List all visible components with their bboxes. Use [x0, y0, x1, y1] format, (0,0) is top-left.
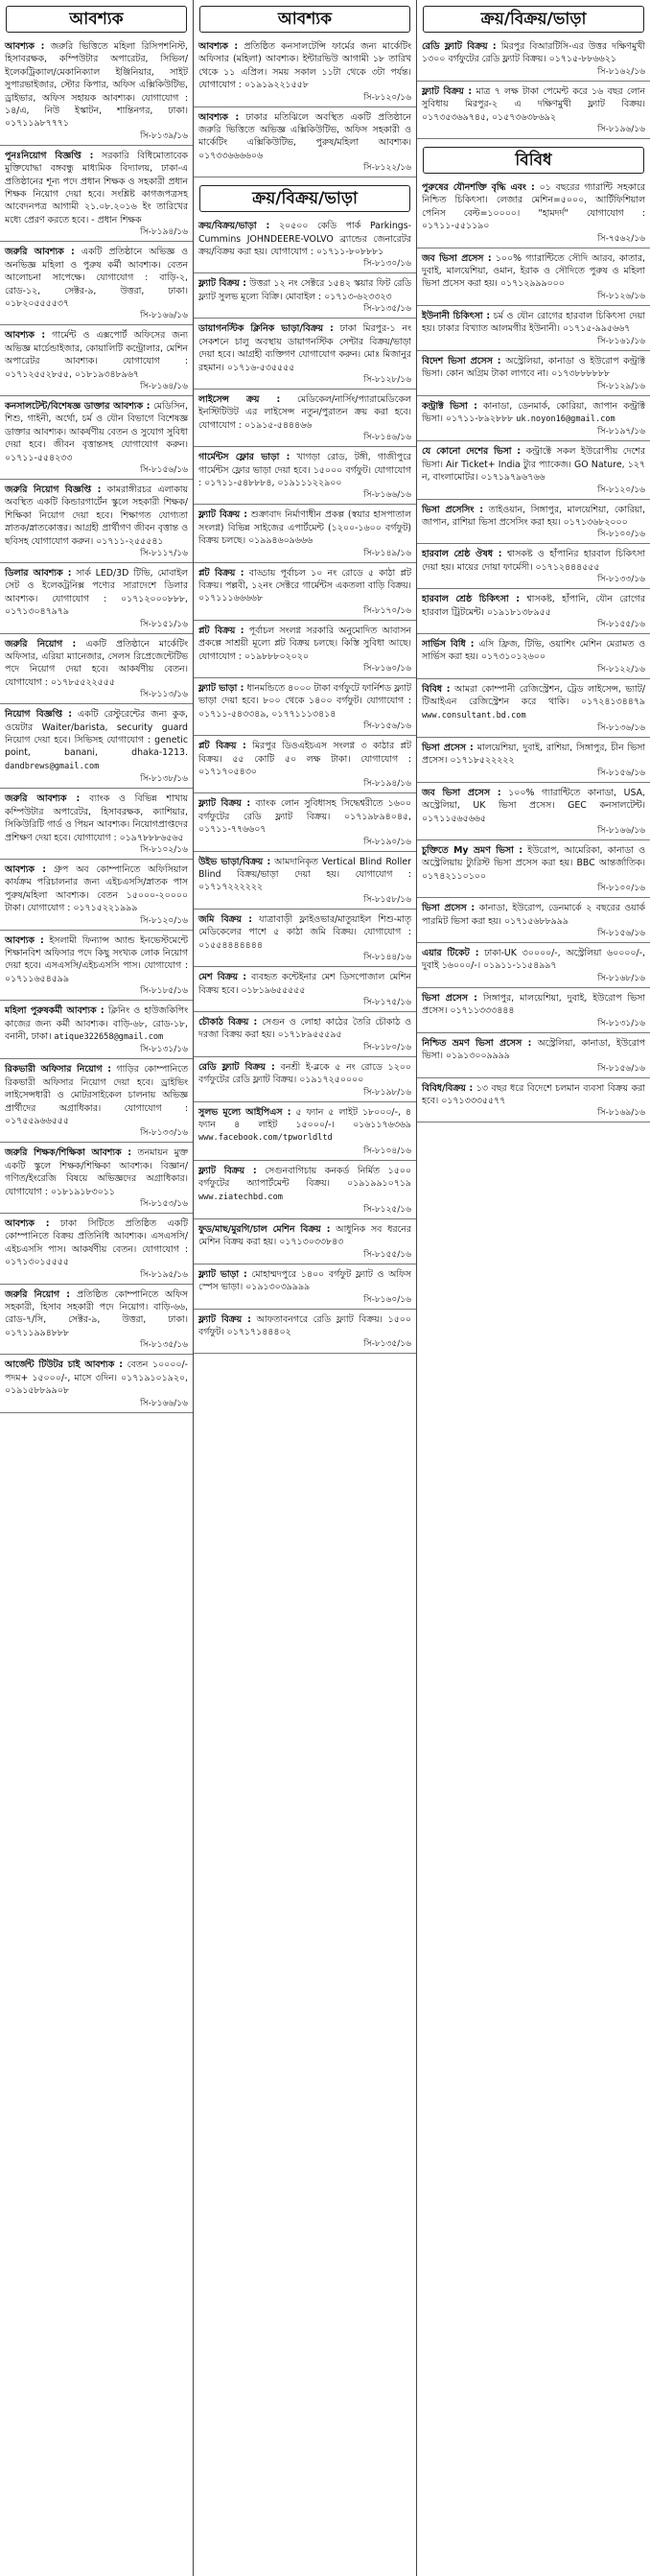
ad-lead: আর্জেন্ট টিউটর চাই আবশ্যক : — [5, 1359, 123, 1371]
classified-ad — [0, 931, 193, 1002]
classified-ad — [0, 1285, 193, 1356]
ad-text: সেগুনবাগিচায় কনকর্ড নির্মিত ১৫০০ বর্গফুটের অ্যাপার্টমেন্ট বিক্রয়। ০১৯১৯৯১০৭১৯ — [198, 1165, 411, 1190]
classified-ad — [417, 306, 650, 351]
ad-website[interactable]: www.ziatechbd.com — [198, 1192, 283, 1202]
ad-lead: আবশ্যক : — [5, 1218, 50, 1230]
ad-code: সি-৮১২০/১৬ — [363, 92, 411, 103]
classified-ad — [417, 396, 650, 442]
ad-text: অস্ট্রেলিয়া, কানাডা ও ইউরোপ কন্ট্রাক্ট ভিসা। কোন অগ্রিম টাকা লাগবে না। ০১৭৩৮৮৮৮৮৮ — [422, 355, 645, 380]
classified-ad — [0, 789, 193, 860]
classified-ad — [0, 242, 193, 325]
ad-code: সি-৮১৯৪/১৬ — [140, 227, 188, 238]
ad-lead: আবশ্যক : — [5, 934, 44, 946]
ad-code: সি-৮১২০/১৬ — [140, 915, 188, 926]
ad-lead: প্লট বিক্রয় : — [198, 567, 244, 579]
ad-lead: ভিসা প্রসেস : — [422, 903, 476, 914]
ad-lead: আবশ্যক : — [198, 111, 240, 123]
ad-text: গ্রুপ অব কোম্পানিতে অফিসিয়াল কার্যক্রম পরিচালনার জন্য এইচএসসি/স্নাতক পাস পুরুষ/মহিলা আবশ্যক। বেতন ১৫০০০-২০০০০ টাকা। যোগাযোগ : ০১৭১৫২২১৯৯৯ — [5, 863, 188, 914]
classified-ad — [417, 589, 650, 634]
ad-text: খাগড়া রোড, টঙ্গী, গাজীপুরে গার্মেন্টস ফ্লোর ভাড়া দেয়া হবে। ১৫০০০ বর্গফুট। যোগাযোগ : ০১৭১১-৫৪৮৮৮৪, ০১৯১১১২২৯০০ — [198, 452, 411, 488]
classified-ad — [0, 1143, 193, 1214]
classified-ad — [194, 447, 416, 505]
ad-code: সি-৮১৫৬/১৬ — [140, 464, 188, 475]
section-heading: বিবিধ — [423, 147, 644, 174]
ad-text: আমদানিকৃত Vertical Blind Roller Blind বিক্রয়/ভাড়া দেয়া হয়। যোগাযোগ : ০১৭১৭২২২২২২ — [198, 856, 411, 893]
ad-text: ঢাকার মতিঝিলে অবস্থিত একটি প্রতিষ্ঠানে জরুরি ভিত্তিতে অভিজ্ঞ এক্সিকিউটিভ, অফিস সহকারী ও মার্কেটিং এক্সিকিউটিভ, পুরুষ/মহিলা আবশ্যক। ০১৭৩৩৬৬৬৬০৬ — [198, 111, 411, 161]
classified-ad — [417, 679, 650, 738]
classified-ad — [417, 441, 650, 499]
ad-text: মোহাম্মদপুরে ১৪০০ বর্গফুট ফ্ল্যাট ও অফিস স্পেস ভাড়া। ০১৯১৩০৩৯৯৯৯ — [198, 1268, 411, 1293]
classified-ad — [194, 967, 416, 1012]
ad-text: মালয়েশিয়া, দুবাই, রাশিয়া, সিঙ্গাপুর, চীন ভিসা প্রসেস। ০১৭১৮৫২২২২২ — [422, 743, 646, 767]
ad-code: সি-৮১৪৬/১৬ — [363, 433, 411, 443]
ad-text: মাত্র ৭ লক্ষ টাকা পেমেন্ট করে ১৬ বছর লোন সুবিধায় মিরপুর-২ এ দক্ষিণমুখী ফ্ল্যাট বিক্রয়। ০১৭৩৫৩৬৯৭৪৫, ০১৫৭৩৬৩৮৬৯২ — [422, 85, 645, 123]
ad-code: সি-৮১৬৮/১৬ — [597, 973, 645, 983]
ad-lead: ক্রয়/বিক্রয়/ভাড়া : — [198, 221, 270, 232]
ad-code: সি-৮১০০/১৬ — [597, 530, 645, 540]
column-middle — [194, 0, 417, 2576]
ad-lead: জরুরি নিয়োগ : — [5, 638, 77, 650]
ad-lead: ফ্ল্যাট ভাড়া : — [198, 1268, 247, 1280]
ad-code: সি-৮১৯৭/১৬ — [597, 427, 645, 437]
ad-text: বাড্ডায় পূর্বাচল ১০ নং রোডে ৫ কাঠা প্লট বিক্রয়। পল্লবী, ১২নং সেক্টরে গার্মেন্টস একতলা বাড়ি বিক্রয়। ০১৭১১১৬৬৬৬৮ — [198, 567, 411, 604]
ad-text: আমরা কোম্পানী রেজিস্ট্রেশন, ট্রেড লাইসেন্স, ভ্যাট/টিআইএন রেজিস্ট্রেশন করে থাকি। ০১৭২৪১৩৪৪৭৯ — [422, 683, 645, 708]
ad-text: সেগুন ও লোহা কাঠের তৈরি চৌকাঠ ও দরজা বিক্রয় করা হয়। ০১৭১৮৯৫৫৫৯৫ — [198, 1016, 411, 1041]
ad-text: ক্লিনিং ও হাউজকিপিং কাজের জন্য কর্মী আবশ্যক। বাড়ি-৬৮, রোড-১৮, বনানী, ঢাকা। — [5, 1005, 188, 1042]
ad-lead: ফ্ল্যাট ভাড়া : — [198, 683, 244, 694]
ad-text: প্রতিষ্ঠিত কনসালটেন্সি ফার্মের জন্য মার্কেটিং অফিসার (মহিলা) আবশ্যক। ইন্টারভিউ আগামী ১৮ তারিখ থেকে ১১ এপ্রিল। সময় সকাল ১১টা থেকে ৩টা পর্যন্ত। যোগাযোগ : ০১৯১৯২২১৫৫৮ — [198, 41, 412, 91]
classified-ad — [417, 1078, 650, 1123]
classified-ad — [194, 621, 416, 678]
ad-code: সি-৮১১৭/১৬ — [140, 549, 188, 558]
classified-ad — [194, 1057, 416, 1102]
ad-lead: ডিলার আবশ্যক : — [5, 568, 72, 579]
classified-ad — [417, 783, 650, 840]
classified-ad — [194, 678, 416, 736]
classified-ad — [194, 1012, 416, 1057]
section-heading: ক্রয়/বিক্রয়/ভাড়া — [423, 6, 644, 33]
ad-code: সি-৮১২৮/১৬ — [363, 374, 411, 385]
ad-code: সি-৮১০০/১৬ — [597, 884, 645, 894]
ad-lead: রেডি ফ্ল্যাট বিক্রয় : — [422, 41, 497, 52]
ad-lead: বিবিধ : — [422, 683, 451, 695]
ad-text: তাইওয়ান, সিঙ্গাপুর, মালয়েশিয়া, কোরিয়া, জাপান, রাশিয়া ভিসা প্রসেসিং করা হয়। ০১৭১৩৬৮২০০০ — [422, 504, 646, 528]
ad-code: সি-৮১৯০/১৬ — [363, 837, 411, 847]
ad-lead: হারবাল শ্রেষ্ঠ চিকিৎসা : — [422, 594, 520, 605]
ad-lead: নিশ্চিত ভ্রমণ ভিসা প্রসেস : — [422, 1037, 532, 1049]
ad-code: সি-৮১৫৬/১৬ — [597, 929, 645, 939]
ad-code: সি-৮১৫৫/১৬ — [597, 619, 645, 629]
ad-code: সি-৮১৫১/১৬ — [140, 619, 188, 629]
ad-lead: রিকভারী অফিসার নিয়োগ : — [5, 1064, 111, 1075]
ad-text: ব্যাংক ও বিভিন্ন শাখায় কম্পিউটার অপারেটর, হিসাবরক্ষক, ক্যাশিয়ার, সিকিউরিটি গার্ড ও পিয়ন আবশ্যক। নিয়োগপ্রাপ্তদের প্রশিক্ষণ দেয়া হবে। যোগাযোগ : ০১৯৭৮৮৮৬৫৬৫ — [5, 793, 188, 843]
ad-text: ২০৫০০ কেডি পার্ক Parkings-Cummins JOHNDEERE-VOLVO ব্র্যান্ডের জেনারেটর ক্রয়/বিক্রয় করা হয়। যোগাযোগ : ০১৭১১-৮০৮৮৮১ — [198, 221, 411, 258]
ad-code: সি-৮১৯৫/১৬ — [140, 1269, 188, 1280]
ad-text: অস্ট্রেলিয়া, কানাডা, ইউরোপ ভিসা। ০১৯১৩০০৯৯৯৯ — [422, 1037, 646, 1062]
classified-ad — [417, 988, 650, 1033]
ad-website[interactable]: www.facebook.com/tpworldltd — [198, 1133, 333, 1144]
ad-lead: বিবিধ/বিক্রয় : — [422, 1082, 474, 1094]
ad-text: আধুনিক সব ধরনের মেশিন বিক্রয় করা হয়। ০১৭১৩০৩৩৮৪৩ — [198, 1223, 412, 1248]
classified-ad — [194, 390, 416, 447]
column-right — [417, 0, 650, 2576]
ad-lead: নিয়োগ বিজ্ঞপ্তি : — [5, 709, 73, 721]
ad-lead: এয়ার টিকেট : — [422, 948, 479, 959]
ad-code: সি-৮১৩৫/১৬ — [363, 1339, 411, 1350]
classified-ad — [194, 1219, 416, 1264]
classified-ad — [0, 146, 193, 242]
ad-code: সি-৮১৯৮/১৬ — [363, 1087, 411, 1098]
ad-text: ইসলামী ফিন্যান্স অ্যান্ড ইনভেস্টমেন্টে শিক্ষানবিশ অফিসার পদে কিছু সংখ্যক লোক নিয়োগ দেয়া হবে। এসএসসি/এইচএসসি পাস। যোগাযোগ : ০১৭১১৬৫৪৫৯৯ — [5, 934, 189, 984]
ad-code: সি-৮১৯৪/১৬ — [363, 779, 411, 790]
ad-lead: ইউনানী চিকিৎসা : — [422, 310, 491, 321]
ad-text: একটি প্রতিষ্ঠানে অভিজ্ঞ ও অনভিজ্ঞ মহিলা ও পুরুষ কর্মী আবশ্যক। বেতন আলোচনা সাপেক্ষে। যোগাযোগ : বাড়ি-২, রোড-১২, সেক্টর-৯, উত্তরা, ঢাকা। ০১৮২০৫৫৫৫৩৭ — [5, 247, 188, 309]
section-heading: ক্রয়/বিক্রয়/ভাড়া — [199, 185, 410, 212]
ad-lead: জব ভিসা প্রসেস : — [422, 252, 492, 264]
ad-code: সি-৮১৩৫/১৬ — [363, 304, 411, 315]
ad-lead: ফ্ল্যাট বিক্রয় : — [198, 278, 247, 290]
ad-lead: ফ্ল্যাট বিক্রয় : — [198, 1313, 251, 1325]
ad-lead: জরুরি আবশ্যক : — [5, 247, 75, 258]
column-left — [0, 0, 194, 2576]
ad-text: বনশ্রী ই-ব্লকে ৫ নং রোডে ১২০০ বর্গফুটের রেডি ফ্ল্যাট বিক্রয়। ০১৯১৭২৫০০০০ — [198, 1061, 411, 1086]
ad-code: সি-৮১৮০/১৬ — [363, 1042, 411, 1052]
ad-text: গার্মেন্ট ও এক্সপোর্ট অফিসের জন্য অভিজ্ঞ মার্চেন্ডাইজার, কোয়ালিটি কন্ট্রোলার, মেশিন অপারেটর আবশ্যক। যোগাযোগ : ০১৭১২৫৫২৮৫৫, ০১৮১৯৩৪৮৯৬৭ — [5, 330, 189, 380]
ad-text: মিরপুর বিআরটিসি-এর উত্তর দক্ষিণমুখী ১৩০০ বর্গফুটের রেডি ফ্ল্যাট বিক্রয়। ০১৭১৫-৮৮৬৬২১ — [422, 41, 646, 65]
classified-ad — [0, 1059, 193, 1143]
ad-code: সি-৮১৫৬/১৬ — [597, 1063, 645, 1074]
ad-email[interactable]: dandbrews@gmail.com — [5, 761, 100, 771]
ad-text: প্রতিষ্ঠিত কোম্পানিতে অফিস সহকারী, হিসাব সহকারী পদে নিয়োগ। বাড়ি-৬৬, রোড-৭/সি, সেক্টর-৯, উত্তরা, ঢাকা। ০১৭১১৯৯৪৮৮৮ — [5, 1288, 188, 1338]
ad-text: মেডিসিন, শিশু, গাইনী, অর্থো, চর্ম ও যৌন বিভাগে বিশেষজ্ঞ ডাক্তার আবশ্যক। আকর্ষণীয় বেতন ও সুযোগ সুবিধা দেয়া হবে। জীবন বৃত্তান্তসহ যোগাযোগ করুন। ০১৭১১-৫৫৪২৩৩ — [5, 400, 188, 463]
ad-code: সি-৮১১৩/১৬ — [140, 690, 188, 700]
ad-text: ০১ বছরের গ্যারান্টি সহকারে নিশ্চিত চিকিৎসা। লেজার মেশিন=৫০০০, আর্টিফিশিয়াল পেনিস বেল্ট=১০০০০। "হামদর্দ" যোগাযোগ : ০১৭১১-৫৫১১৯০ — [422, 182, 646, 232]
ad-code: সি-৮১৬৯/১৬ — [597, 1108, 645, 1119]
ad-lead: ভিসা প্রসেস : — [422, 992, 477, 1004]
ad-code: সি-৮১২২/১৬ — [597, 664, 645, 674]
ad-text: ঢাকা-UK ৩০০০০/-, অস্ট্রেলিয়া ৬০০০০/-, দুবাই ১৬০০০/-। ০১৯১১-১১৫৪৯৯৭ — [422, 948, 646, 972]
classified-ad — [0, 1001, 193, 1059]
ad-lead: প্লট বিক্রয় : — [198, 625, 244, 636]
ad-text: গাড়ির কোম্পানিতে রিকভারী অফিসার নিয়োগ দেয়া হবে। ড্রাইভিং লাইসেন্সধারী ও মোটরসাইকেল চালনায় অভিজ্ঞ প্রার্থীদের অগ্রাধিকার। যোগাযোগ : ০১৭৫৫৯৬৬৫৫৫ — [5, 1064, 188, 1126]
classified-ad — [0, 704, 193, 789]
classified-ad — [417, 500, 650, 545]
ad-code: সি-৮১৬৬/১৬ — [363, 490, 411, 501]
ad-code: সি-৮১৫৬/১৬ — [363, 721, 411, 732]
ad-code: সি-৮১৭০/১৬ — [363, 605, 411, 616]
ad-lead: ফ্ল্যাট বিক্রয় : — [422, 85, 473, 97]
ad-lead: মহিলা পুরুষকর্মী আবশ্যক : — [5, 1005, 104, 1017]
classified-ad — [194, 736, 416, 793]
ad-text: ধানমন্ডিতে ৪০০০ টাকা বর্গফুটে ফার্নিশড ফ্ল্যাট ভাড়া দেয়া হবে। ৮০০ থেকে ১৪০০ বর্গফুট। যোগাযোগ : ০১৭১১-৫৪৩৩৪৯, ০১৭৭১১১৩৪১৪ — [198, 683, 411, 720]
ad-text: পূর্বাচল সংলগ্ন সরকারি অনুমোদিত আবাসন প্রকল্পে সাশ্রয়ী মূল্যে প্লট বিক্রয় চলছে। কিস্তি সুবিধা আছে। যোগাযোগ : ০১৯৮৮৮০২০২০ — [198, 625, 412, 662]
ad-code: সি-৮১৫৬/১৬ — [597, 768, 645, 778]
ad-text: কামরাঙ্গীরচর এলাকায় অবস্থিত একটি কিন্ডারগার্টেন স্কুলে সহকারী শিক্ষক/শিক্ষিকা নিয়োগ দেয়া হবে। শিক্ষাগত যোগ্যতা স্নাতক/স্নাতকোত্তর। আগ্রহী প্রার্থীগণ জীবন বৃত্তান্ত ও ছবিসহ যোগাযোগ করুন। ০১৭১১-২৫৫৫৪১ — [5, 484, 188, 547]
ad-lead: চুক্তিতে My ভ্রমণ ভিসা : — [422, 845, 523, 857]
ad-code: সি-৭৫৬২/১৬ — [597, 233, 645, 244]
classified-ad — [417, 1033, 650, 1078]
classified-ad — [0, 1214, 193, 1285]
ad-lead: সার্ভিস বিধি : — [422, 638, 475, 650]
classified-ad — [417, 738, 650, 783]
ad-text: ইউরোপ, আমেরিকা, কানাডা ও অস্ট্রেলিয়ায় ট্যুরিস্ট ভিসা প্রসেস করা হয়। BBC আন্তর্জাতিক। ০১৭৪২১১০১০০ — [422, 845, 645, 882]
ad-lead: গার্মেন্টস ফ্লোর ভাড়া : — [198, 452, 290, 463]
classified-ad — [417, 351, 650, 396]
ad-code: সি-৮১৪৪/১৬ — [363, 953, 411, 963]
ad-code: সি-৮১৩৬/১৬ — [597, 723, 645, 733]
ad-code: সি-৮১৬৪/১৬ — [140, 381, 188, 391]
ad-code: সি-৮১৩৩/১৬ — [597, 575, 645, 585]
classified-ad — [194, 107, 416, 178]
section-heading: আবশ্যক — [199, 6, 410, 33]
ad-code: সি-৮১৩৩/১৬ — [140, 1128, 188, 1139]
ad-text: ১০০% গ্যারান্টিতে সৌদি আরব, কাতার, দুবাই, মালয়েশিয়া, ওমান, ইরাক ও সৌদিতে পুরুষ ও মহিলা ভিসা প্রসেস করা হয়। ০১৭১২৯৯৯০০০ — [422, 252, 645, 290]
classified-ad — [417, 898, 650, 943]
ad-code: সি-৮১৬২/১৬ — [597, 66, 645, 77]
ad-text: মিরপুর ডিওএইচএস সংলগ্ন ৩ কাঠার প্লট বিক্রয়। ৫৫ কোটি ৫০ লক্ষ টাকা। যোগাযোগ : ০১৭১৭০৫৪৩০ — [198, 741, 412, 778]
ad-text: ১০০% গ্যারান্টিতে কানাডা, USA, অস্ট্রেলিয়া, UK ভিসা প্রসেস। GEC কনসালটেন্ট। ০১৭১১৫৬৫৬৬৫ — [422, 787, 645, 824]
ad-text: একটি রেস্টুরেন্টের জন্য কুক, ওয়েটার Waiter/barista, security guard নিয়োগ দেয়া হবে। সিভিসহ যোগাযোগ : genetic point, banani, dhaka-1213. — [5, 709, 189, 759]
ad-code: সি-৮১৬০/১৬ — [363, 1294, 411, 1305]
ad-lead: পুরুষের যৌনশক্তি বৃদ্ধি এবং : — [422, 182, 535, 194]
ad-text: কানাডা, ইউরোপ, ডেনমার্কে ২ বছরের ওয়ার্ক পারমিট ভিসা করা হয়। ০১৭১৫৬৮৮৯৯৯ — [422, 903, 645, 927]
ad-text: শ্বাসকষ্ট, হাঁপানি, যৌন রোগের হারবাল ট্রিটমেন্ট। ০১৯১৮১৩৮৯৫৫ — [422, 594, 645, 618]
ad-code: সি-৮১৬৬/১৬ — [597, 826, 645, 837]
ad-lead: রেডি ফ্ল্যাট বিক্রয় : — [198, 1061, 275, 1073]
classified-ad — [0, 396, 193, 480]
ad-code: সি-৮১২২/১৬ — [363, 163, 411, 174]
ad-code: সি-৮১৩১/১৬ — [597, 1018, 645, 1028]
classified-ad — [194, 273, 416, 319]
ad-text: যাত্রাবাড়ী ফ্লাইওভার/মাতুয়াইল শিশু-মাতৃ মেডিকেলের পাশে ৫ কাঠা জমি বিক্রয়। যোগাযোগ : ০১৫৫৪৪৪৪৪৪৪ — [198, 913, 411, 951]
ad-code: সি-৮১৬৬/১৬ — [140, 1398, 188, 1408]
ad-lead: কনসালটেন্ট/বিশেষজ্ঞ ডাক্তার আবশ্যক : — [5, 400, 151, 412]
ad-text: ঢাকা সিটিতে প্রতিষ্ঠিত একটি কোম্পানিতে বিক্রয় প্রতিনিধি আবশ্যক। এসএসসি/এইচএসসি পাস। আকর্ষণীয় বেতন। যোগাযোগ : ০১৭১৩০১৫৫৫৫ — [5, 1218, 188, 1268]
ad-code: সি-৮১৫৩/১৬ — [140, 1199, 188, 1210]
classified-ad — [417, 177, 650, 248]
classified-ad — [194, 36, 416, 107]
classified-ad — [0, 1355, 193, 1412]
ad-code: সি-৮১৩০/১৬ — [363, 259, 411, 270]
classified-ad — [417, 634, 650, 679]
ad-text: ঢাকা মিরপুর-১ নং সেকশনে চালু অবস্থায় ডায়াগনস্টিক সেন্টার বিক্রয়/ভাড়া দেয়া হবে। আগ্রহী ব্যক্তিগণ যোগাযোগ করুন। মোঃ মিজানুর রহমান। ০১৭১৬-৫৩৫৫৫৫ — [198, 323, 412, 373]
ad-lead: যে কোনো দেশের ভিসা : — [422, 446, 522, 458]
ad-text: ব্যাংক লোন সুবিধাসহ সিদ্ধেশ্বরীতে ১৬০০ বর্গফুটের রেডি ফ্ল্যাট বিক্রয়। ০১৭১৯৮৯৪০৪৫, ০১৭১১-৭৭৬৬০৭ — [198, 798, 411, 836]
ad-text: বেতন ১০০০০/- পদম+ ১৫০০০/-, মাসে ৩দিন। ০১৭১৯১০১৯২০, ০১৯১৫৮৮৯৯০৮ — [5, 1359, 188, 1397]
ad-text: সরকারি বিধিমোতাবেক মুক্তিযোদ্ধা বঙ্গবন্ধু মাধ্যমিক বিদ্যালয়, ঢাকা-এ প্রতিষ্ঠানের শূন্য পদে প্রধান শিক্ষক ও সহকারী প্রধান শিক্ষক নিয়োগ দেয়া হবে। সংশ্লিষ্ট কাগজপত্রসহ আবেদনপত্র আগামী ২১.০৮.২০১৬ ইং তারিখের মধ্যে প্রেরণ করতে হবে। - প্রধান শিক্ষক — [5, 150, 188, 225]
classified-ad — [417, 82, 650, 139]
ad-code: সি-৮১২০/১৬ — [597, 484, 645, 495]
ad-text: এসি ফ্রিজ, টিভি, ওয়াশিং মেশিন মেরামত ও সার্ভিস করা হয়। ০১৭৩১০১২৬০০ — [422, 638, 645, 663]
ad-code: সি-৮১৬৬/১৬ — [140, 311, 188, 321]
ad-lead: জরুরি আবশ্যক : — [5, 793, 81, 805]
ad-lead: পুনঃনিয়োগ বিজ্ঞপ্তি : — [5, 150, 94, 161]
classified-ad — [417, 544, 650, 589]
classified-ad — [194, 852, 416, 910]
ad-lead: ভিসা প্রসেসিং : — [422, 504, 484, 515]
ad-lead: জব ভিসা প্রসেস : — [422, 787, 501, 798]
classified-ad — [0, 563, 193, 634]
ad-code: সি-৮১৪৯/১৬ — [363, 548, 411, 558]
ad-text: উত্তরা ১২ নং সেক্টরে ১৫৪২ স্কয়ার ফিট রেডি ফ্ল্যাট সুলভ মূল্যে বিক্রি। মোবাইল : ০১৭১৩-৬২৩৩২৩ — [198, 278, 412, 302]
classified-ad — [0, 480, 193, 563]
classified-ad — [194, 793, 416, 851]
classified-ad — [417, 840, 650, 898]
ad-text: মেডিকেল/নার্সিং/প্যারামেডিকেল ইনস্টিটিউট এর লাইসেন্স নতুন/পুরাতন ক্রয় করা হবে। যোগাযোগ : ০১৯১৫-৫৪৪৪৬৬ — [198, 393, 412, 431]
ad-code: সি-৮১০৪/১৬ — [363, 1146, 411, 1156]
classified-ad — [194, 563, 416, 621]
ad-code: সি-৮১২৯/১৬ — [597, 381, 645, 391]
ad-lead: হারবাল শ্রেষ্ঠ ঔষধ : — [422, 549, 502, 560]
classified-ad — [194, 1310, 416, 1355]
ad-lead: জরুরি শিক্ষক/শিক্ষিকা আবশ্যক : — [5, 1147, 132, 1159]
classified-ad — [194, 1102, 416, 1161]
ad-text: ১৩ বছর ধরে বিদেশে চলমান ব্যবসা বিক্রয় করা হবে। ০১৭১৩৩৩৫৫৭৭ — [422, 1082, 645, 1106]
ad-lead: চৌকাঠ বিক্রয় : — [198, 1016, 258, 1028]
section-heading: আবশ্যক — [6, 6, 187, 33]
ad-lead: সুলভ মূল্যে আইপিএস : — [198, 1106, 291, 1118]
ad-text: সিঙ্গাপুর, মালয়েশিয়া, দুবাই, ইউরোপ ভিসা প্রসেস। ০১৭১১৩৩৩৪৪৪ — [422, 992, 645, 1017]
classified-ad — [194, 505, 416, 562]
ad-text: ব্যবহৃত কন্টেইনার মেশ ডিসপোজাল মেশিন বিক্রয় হবে। ০১৮১৯৬৫৫৫৫৫ — [198, 972, 411, 996]
classified-ad — [417, 248, 650, 306]
ad-code: সি-৮১৭৫/১৬ — [363, 997, 411, 1007]
ad-website[interactable]: www.consultant.bd.com — [422, 710, 526, 721]
ad-text: কানাডা, ডেনমার্ক, কোরিয়া, জাপান কন্ট্রাক্ট ভিসা। ০১৭১১-৮৯২৮৮৮ — [422, 400, 646, 424]
ad-code: সি-৮১৫৮/১৬ — [363, 894, 411, 905]
ad-code: সি-৮১৫৫/১৬ — [363, 1249, 411, 1260]
classified-ad — [417, 943, 650, 988]
ad-text: ৫ ফ্যান ৫ লাইট ১৮০০০/-, ৪ ফ্যান ৪ লাইট ১৫০০০/-। ০১৬১১৭৬৩৬৯ — [198, 1106, 411, 1130]
ad-lead: ডায়াগনস্টিক ক্লিনিক ভাড়া/বিক্রয় : — [198, 323, 334, 335]
ad-lead: জরুরি নিয়োগ : — [5, 1288, 71, 1300]
ad-text: শুক্রাবাদ নির্মাণাধীন প্রকল্প (স্বয়ার হাসপাতাল সংলগ্ন) বিভিন্ন সাইজের এপার্টমেন্ট (১২০০-১৬০০ বর্গফুট) বিক্রয় চলছে। ০১৯৯৪৬০৯৬৬৬ — [198, 509, 412, 547]
ad-lead: ফ্ল্যাট বিক্রয় : — [198, 509, 247, 521]
ad-email[interactable]: uk.noyon16@gmail.com — [516, 414, 615, 424]
ad-lead: জমি বিক্রয় : — [198, 913, 253, 925]
ad-code: সি-৮১৬১/১৬ — [597, 336, 645, 346]
ad-lead: আবশ্যক : — [5, 863, 46, 875]
ad-text: সার্ক LED/3D টিভি, মোবাইল সেট ও ইলেকট্রনিক্স পণ্যের সারাদেশে ডিলার আবশ্যক। যোগাযোগ : ০১৭১২০০০৮৮৮, ০১৭১৩০৪৭৯৭৯ — [5, 568, 188, 618]
ad-lead: ফ্ল্যাট বিক্রয় : — [198, 798, 251, 810]
ad-text: জরুরি ভিত্তিতে মহিলা রিসিপশনিস্ট, হিসাবরক্ষক, কম্পিউটার অপারেটর, সিভিল/ইলেকট্রিক্যাল/মেকানিক্যাল ইঞ্জিনিয়ার, সাইট সুপারভাইজার, স্টোর কিপার, অফিস এক্সিকিউটিভ, ড্রাইভার, অফিস সহায়ক আবশ্যক। যোগাযোগ : ১৪/এ, নিউ ইস্কাটন, শান্তিনগর, ঢাকা। ০১৭১১৯৮৭৭৭১ — [5, 41, 188, 130]
ad-code: সি-৮১২৬/১৬ — [597, 291, 645, 301]
classified-ad — [0, 634, 193, 705]
ad-lead: ফ্ল্যাট বিক্রয় : — [198, 1165, 257, 1176]
ad-code: সি-৮১৮৫/১৬ — [140, 986, 188, 997]
ad-text: একটি প্রতিষ্ঠানে মার্কেটিং অফিসার, এরিয়া ম্যানেজার, সেলস রিপ্রেজেন্টেটিভ পদে নিয়োগ দেয়া হবে। আকর্ষণীয় বেতন। যোগাযোগ : ০১৭৮৫৫২২৫৫৫ — [5, 638, 188, 688]
classified-ad — [194, 216, 416, 273]
ad-code: সি-৮১৬০/১৬ — [363, 664, 411, 674]
ad-code: সি-৮১৩৮/১৬ — [140, 774, 188, 785]
ad-lead: আবশ্যক : — [198, 41, 239, 52]
ad-text: কন্ট্রাক্টে সকল ইউরোপীয় দেশের ভিসা। Air Ticket+ India ট্যুর প্যাকেজ। GO Nature, ১২৭ ন, বাংলামোটর। ০১৭১৯৭৯৬৭৬৬ — [422, 446, 646, 484]
ad-lead: বিদেশ ভিসা প্রসেস : — [422, 355, 501, 366]
classified-ad — [194, 910, 416, 967]
ad-text: শ্বাসকষ্ট ও হাঁপানির হারবাল চিকিৎসা দেয়া হয়। মায়ের দোয়া ফার্মেসী। ০১৭১২৪৪৪৫৫৫ — [422, 549, 645, 573]
ad-lead: আবশ্যক : — [5, 41, 45, 52]
classified-ad — [194, 319, 416, 390]
ad-code: সি-৮১৯৬/১৬ — [597, 125, 645, 135]
classified-ad — [417, 36, 650, 82]
ad-lead: ভিসা প্রসেস : — [422, 743, 474, 753]
ad-lead: উইভ ভাড়া/বিক্রয় : — [198, 856, 271, 867]
classified-ad — [0, 860, 193, 931]
ad-code: সি-৮১৩৫/১৬ — [140, 1340, 188, 1351]
ad-lead: প্লট বিক্রয় : — [198, 741, 246, 752]
classified-ad — [0, 36, 193, 146]
ad-lead: জরুরি নিয়োগ বিজ্ঞপ্তি : — [5, 484, 102, 495]
ad-lead: লাইসেন্স ক্রয় : — [198, 393, 281, 405]
ad-lead: আবশ্যক : — [5, 330, 46, 342]
ad-code: সি-৮১৩১/১৬ — [140, 1045, 188, 1055]
ad-text: তনমায়ন মুক্ত একটি স্কুলে শিক্ষক/শিক্ষিকা আবশ্যক। বিজ্ঞান/গণিত/ইংরেজি বিষয়ে অভিজ্ঞদের অগ্রাধিকার। যোগাযোগ : ০১৮১৯১৮৩০১১ — [5, 1147, 188, 1197]
ad-text: চর্ম ও যৌন রোগের হারবাল চিকিৎসা দেয়া হয়। ঢাকার বিখ্যাত আলমগীর ইউনানী। ০১৭১৫-৯৯৫৬৬৭ — [422, 310, 646, 335]
ad-lead: কন্ট্রাক্ট ভিসা : — [422, 400, 477, 412]
classified-ad — [0, 325, 193, 396]
ad-code: সি-৮১২৫/১৬ — [363, 1204, 411, 1215]
ad-lead: মেশ বিক্রয় : — [198, 972, 246, 983]
ad-code: সি-৮১০২/১৬ — [140, 844, 188, 855]
classified-ad — [194, 1264, 416, 1310]
classified-ad — [194, 1161, 416, 1219]
ad-text: আফতাবনগরে রেডি ফ্ল্যাট বিক্রয়। ১৫০০ বর্গফুট। ০১৭১৭১৪৪৪০২ — [198, 1313, 411, 1337]
ad-lead: ফুড/মাছ/মুরগি/চাল মেশিন বিক্রয় : — [198, 1223, 331, 1235]
ad-email[interactable]: atique322658@gmail.com — [54, 1031, 164, 1042]
ad-code: সি-৮১৩৯/১৬ — [140, 130, 188, 141]
